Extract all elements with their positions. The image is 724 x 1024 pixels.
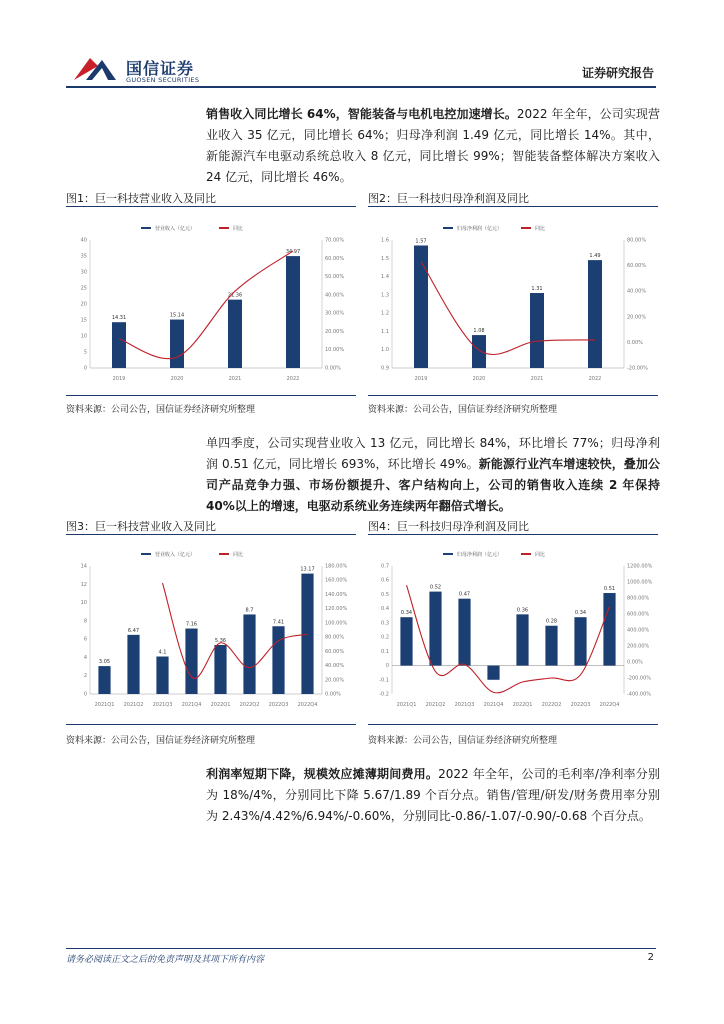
y-right-tick-label: 60.00% [325,255,345,262]
y-right-tick-label: 0.00% [627,659,643,666]
bar [98,666,110,694]
y-right-tick-label: 800.00% [627,595,650,602]
legend-line-swatch [219,227,229,229]
y-left-tick-label: 20 [80,301,87,308]
y-right-tick-label: 0.00% [325,691,341,698]
y-right-tick-label: 80.00% [325,634,345,641]
y-right-tick-label: 20.00% [627,314,647,321]
chart-legend [141,225,243,232]
x-tick-label: 2021Q2 [123,702,144,708]
bar [170,320,184,368]
y-right-tick-label: 0.00% [627,339,643,346]
legend-line-label: 同比 [233,552,244,558]
y-left-tick-label: 0.9 [381,365,389,372]
y-left-tick-label: 0.3 [381,620,389,627]
bar-value-label: 3.05 [98,659,111,666]
y-right-tick-label: 160.00% [325,577,348,584]
x-tick-label: 2021Q1 [396,702,417,708]
bar-value-label: 7.16 [185,621,198,628]
y-right-tick-label: 0.00% [325,365,341,372]
y-left-tick-label: 15 [80,317,87,324]
bar-value-label: 14.31 [111,315,127,322]
y-right-tick-label: 10.00% [325,347,345,354]
footer-divider [66,948,656,949]
x-tick-label: 2022Q2 [239,702,260,708]
bar-value-label: 6.47 [127,627,140,634]
paragraph-highlight: 新能源行业汽车增速较快，叠加公司产品竞争力强、市场份额提升、客户结构向上，公司的销售收入连续 2 年保持 40%以上的增速，电驱动系统业务连续两年翻倍式增长。 [206,457,660,513]
figure-1-bottom-rule [66,395,356,396]
y-left-tick-label: 10 [80,600,87,607]
y-right-tick-label: 50.00% [325,274,345,281]
fig3-svg [66,540,356,712]
legend-line-swatch [219,553,229,555]
y-left-tick-label: 0.1 [381,648,389,655]
bar [286,256,300,368]
bar [112,322,126,368]
legend-line-label: 同比 [535,226,546,232]
figure-4-bottom-rule [368,724,658,725]
paragraph-lead: 利润率短期下降，规模效应摊薄期间费用。 [206,767,439,781]
fig2-svg [368,214,658,386]
y-right-tick-label: 70.00% [325,237,345,244]
bar-value-label: 0.34 [574,610,587,617]
bar-value-label: 7.41 [272,619,285,626]
figure-3-bottom-rule [66,724,356,725]
y-left-tick-label: 0.5 [381,591,389,598]
x-tick-label: 2022Q4 [297,702,318,708]
y-right-tick-label: -200.00% [627,675,652,682]
legend-bar-label: 营业收入（亿元） [155,552,196,558]
y-right-tick-label: 400.00% [627,627,650,634]
header-divider [66,86,656,88]
y-right-tick-label: 200.00% [627,643,650,650]
report-tag: 证券研究报告 [581,66,654,80]
y-left-tick-label: 8 [83,618,87,625]
page-header [0,0,724,92]
y-right-tick-label: 80.00% [627,237,647,244]
y-right-tick-label: -20.00% [627,365,648,372]
figure-2-rule [368,206,658,207]
figure-3-title: 图3：巨一科技营业收入及同比 [66,520,216,533]
y-left-tick-label: 2 [83,673,87,680]
legend-line-swatch [521,227,531,229]
y-right-tick-label: 140.00% [325,591,348,598]
figure-1-title: 图1：巨一科技营业收入及同比 [66,192,216,205]
y-left-tick-label: 0 [83,365,87,372]
y-right-tick-label: 600.00% [627,611,650,618]
figure-2-chart [368,214,658,386]
legend-bar-label: 营业收入（亿元） [155,226,196,232]
bar-value-label: 5.36 [214,637,227,644]
y-right-tick-label: 40.00% [325,292,345,299]
figure-2-bottom-rule [368,395,658,396]
figure-1-source: 资料来源：公司公告，国信证券经济研究所整理 [66,405,256,415]
figure-3-rule [66,534,356,535]
y-left-tick-label: 1.0 [381,347,389,354]
paragraph-annual-revenue [206,104,660,188]
figure-4-source: 资料来源：公司公告，国信证券经济研究所整理 [368,736,558,746]
y-left-tick-label: 0 [83,691,87,698]
figure-3-chart [66,540,356,712]
bar-value-label: 15.14 [169,312,185,319]
y-right-tick-label: 60.00% [627,263,647,270]
y-right-tick-label: 180.00% [325,563,348,570]
bar-value-label: 4.1 [158,649,167,656]
bar [400,617,412,665]
bar-value-label: 21.36 [227,292,243,299]
legend-line-label: 同比 [233,226,244,232]
bar-value-label: 1.49 [589,253,601,260]
paragraph-profit-margin [206,764,660,827]
chart-legend [443,225,545,232]
bar [214,645,226,694]
x-tick-label: 2021 [228,376,242,382]
y-left-tick-label: -0.2 [379,691,389,698]
x-tick-label: 2019 [112,376,126,382]
y-left-tick-label: 6 [83,636,87,643]
y-left-tick-label: 0.6 [381,577,389,584]
bar [545,626,557,666]
bar [472,335,486,368]
y-left-tick-label: 25 [80,285,87,292]
y-left-tick-label: 14 [80,563,87,570]
bar-value-label: 1.31 [531,286,543,293]
paragraph-body: 2022 年全年，公司的毛利率/净利率分别为 18%/4%，分别同比下降 5.67/1.89 个百分点。销售/管理/研发/财务费用率分别为 2.43%/4.42%/6.94%/-0.60%，分别同比-0.86/-1.07/-0.90/-0.68 个百分点。 [206,767,660,823]
figure-4-chart [368,540,658,712]
x-tick-label: 2022Q3 [570,702,591,708]
y-right-tick-label: 1000.00% [627,579,653,586]
bar [429,592,441,666]
bar [243,614,255,694]
page-number: 2 [647,952,654,963]
logo-text-cn: 国信证券 [126,59,195,78]
x-tick-label: 2020 [472,376,486,382]
y-left-tick-label: 1.6 [381,237,389,244]
bar-value-label: 0.47 [458,591,471,598]
x-tick-label: 2022Q4 [599,702,620,708]
y-left-tick-label: 12 [80,581,87,588]
legend-line-label: 同比 [535,552,546,558]
footer-disclaimer: 请务必阅读正文之后的免责声明及其项下所有内容 [66,955,265,965]
figure-4-title: 图4：巨一科技归母净利润及同比 [368,520,529,533]
bar [458,599,470,666]
y-left-tick-label: 0.7 [381,563,389,570]
bar-value-label: 13.17 [300,566,315,573]
x-tick-label: 2022Q3 [268,702,289,708]
x-tick-label: 2021Q3 [454,702,475,708]
bar [127,635,139,694]
y-left-tick-label: 1.5 [381,255,389,262]
chart-legend [141,551,243,558]
bar-value-label: 0.52 [429,584,442,591]
legend-bar-swatch [141,553,151,555]
y-right-tick-label: 30.00% [325,310,345,317]
x-tick-label: 2022 [588,376,602,382]
y-left-tick-label: 1.4 [381,274,389,281]
y-left-tick-label: 1.3 [381,292,389,299]
logo-text-en: GUOSEN SECURITIES [126,76,200,84]
chart-legend [443,551,545,558]
legend-bar-swatch [443,227,453,229]
x-tick-label: 2021Q4 [483,702,504,708]
fig4-svg [368,540,658,712]
figure-2-source: 资料来源：公司公告，国信证券经济研究所整理 [368,405,558,415]
y-left-tick-label: 30 [80,269,87,276]
bar-value-label: 8.7 [245,607,254,614]
y-right-tick-label: 120.00% [325,606,348,613]
y-right-tick-label: 100.00% [325,620,348,627]
x-tick-label: 2019 [414,376,428,382]
figure-1-chart [66,214,356,386]
y-left-tick-label: 35 [80,253,87,260]
y-left-tick-label: 5 [83,349,87,356]
x-tick-label: 2021Q4 [181,702,202,708]
y-right-tick-label: 1200.00% [627,563,653,570]
y-left-tick-label: 0 [385,663,389,670]
yoy-line [421,262,595,355]
bar-value-label: 1.57 [415,238,427,245]
legend-bar-label: 归母净利润（亿元） [457,552,503,558]
x-tick-label: 2021Q1 [94,702,115,708]
yoy-line [163,583,308,678]
y-right-tick-label: 40.00% [325,663,345,670]
figure-4-rule [368,534,658,535]
bar [516,614,528,665]
legend-bar-label: 归母净利润（亿元） [457,226,503,232]
legend-bar-swatch [141,227,151,229]
bar-value-label: 0.34 [400,610,413,617]
paragraph-q4-results [206,433,660,517]
bar-value-label: 0.51 [603,586,616,593]
x-tick-label: 2022 [286,376,300,382]
figure-2-title: 图2：巨一科技归母净利润及同比 [368,192,529,205]
y-left-tick-label: -0.1 [379,677,389,684]
figure-3-source: 资料来源：公司公告，国信证券经济研究所整理 [66,736,256,746]
paragraph-body: 2022 年全年，公司实现营业收入 35 亿元，同比增长 64%；归母净利润 1.49 亿元，同比增长 14%。其中，新能源汽车电驱动系统总收入 8 亿元，同比增长 99%；智能装备整体解决方案收入 24 亿元，同比增长 46%。 [206,107,661,184]
bar [272,626,284,694]
bar [185,629,197,694]
bar [603,593,615,666]
bar [228,300,242,368]
figure-1-rule [66,206,356,207]
x-tick-label: 2021Q2 [425,702,446,708]
bar [301,574,313,694]
y-right-tick-label: 40.00% [627,288,647,295]
bar [487,666,499,680]
y-left-tick-label: 1.1 [381,328,389,335]
x-tick-label: 2022Q1 [210,702,231,708]
paragraph-body: 单四季度，公司实现营业收入 13 亿元，同比增长 84%，环比增长 77%；归母净利润 0.51 亿元，同比增长 693%，环比增长 49%。 [206,436,660,471]
y-left-tick-label: 4 [83,654,87,661]
legend-line-swatch [521,553,531,555]
x-tick-label: 2021 [530,376,544,382]
x-tick-label: 2022Q2 [541,702,562,708]
bar [574,617,586,665]
y-right-tick-label: 20.00% [325,677,345,684]
bar-value-label: 34.97 [285,249,301,256]
bar-value-label: 1.08 [473,328,485,335]
guosen-logo-icon [72,54,118,82]
bar [530,293,544,368]
x-tick-label: 2021Q3 [152,702,173,708]
y-right-tick-label: 20.00% [325,328,345,335]
x-tick-label: 2020 [170,376,184,382]
y-left-tick-label: 10 [80,333,87,340]
fig1-svg [66,214,356,386]
x-tick-label: 2022Q1 [512,702,533,708]
bar [414,245,428,368]
bar-value-label: 0.28 [545,618,558,625]
y-left-tick-label: 40 [80,237,87,244]
y-left-tick-label: 0.2 [381,634,389,641]
paragraph-lead: 销售收入同比增长 64%，智能装备与电机电控加速增长。 [206,107,517,121]
yoy-line [119,251,293,359]
y-right-tick-label: -400.00% [627,691,652,698]
bar [156,657,168,694]
y-left-tick-label: 0.4 [381,606,389,613]
bar-value-label: 0.36 [516,607,529,614]
y-left-tick-label: 1.2 [381,310,389,317]
legend-bar-swatch [443,553,453,555]
y-right-tick-label: 60.00% [325,648,345,655]
bar [588,260,602,368]
